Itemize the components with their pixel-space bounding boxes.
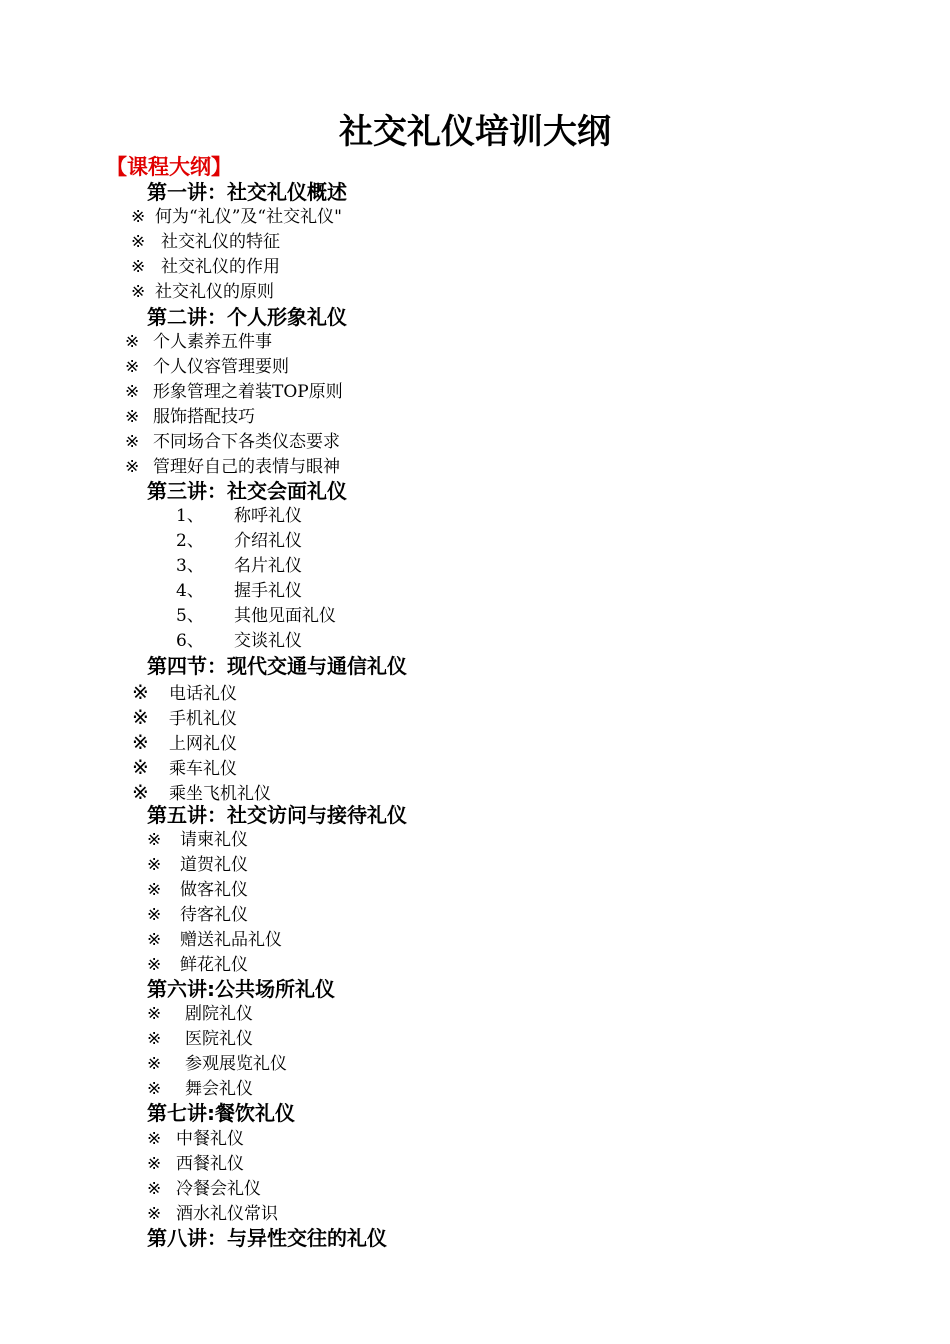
reference-mark-icon: ※ (147, 1004, 162, 1024)
lecture-6-heading: 第六讲:公共场所礼仪 (147, 977, 335, 1001)
reference-mark-icon: ※ (125, 357, 140, 377)
reference-mark-icon: ※ (147, 830, 162, 850)
list-item: 5、 其他见面礼仪 (176, 606, 336, 626)
list-item: 3、 名片礼仪 (176, 556, 302, 576)
reference-mark-icon: ※ (132, 680, 149, 704)
reference-mark-icon: ※ (131, 257, 146, 277)
list-item: ※ 社交礼仪的作用 (131, 257, 280, 277)
list-item: ※ 中餐礼仪 (147, 1129, 244, 1149)
list-item: ※ 舞会礼仪 (147, 1079, 253, 1099)
lecture-2-heading: 第二讲：个人形象礼仪 (147, 305, 347, 329)
document-title: 社交礼仪培训大纲 (339, 112, 611, 152)
lecture-4-heading: 第四节：现代交通与通信礼仪 (147, 654, 407, 678)
lecture-1-heading: 第一讲：社交礼仪概述 (147, 180, 347, 204)
reference-mark-icon: ※ (147, 1179, 162, 1199)
reference-mark-icon: ※ (125, 407, 140, 427)
lecture-7-heading: 第七讲:餐饮礼仪 (147, 1101, 295, 1125)
list-item: ※ 乘车礼仪 (132, 755, 237, 779)
reference-mark-icon: ※ (125, 382, 140, 402)
reference-mark-icon: ※ (125, 457, 140, 477)
list-item: 2、 介绍礼仪 (176, 531, 302, 551)
lecture-8-heading: 第八讲：与异性交往的礼仪 (147, 1226, 387, 1250)
list-item: ※ 参观展览礼仪 (147, 1054, 287, 1074)
reference-mark-icon: ※ (132, 705, 149, 729)
item-number: 4、 (176, 581, 204, 601)
course-outline-label: 【课程大纲】 (106, 155, 232, 179)
reference-mark-icon: ※ (131, 207, 146, 227)
list-item: ※ 手机礼仪 (132, 705, 237, 729)
list-item: ※ 个人素养五件事 (125, 332, 272, 352)
item-number: 5、 (176, 606, 204, 626)
list-item: ※ 做客礼仪 (147, 880, 248, 900)
reference-mark-icon: ※ (147, 1204, 162, 1224)
list-item: 4、 握手礼仪 (176, 581, 302, 601)
reference-mark-icon: ※ (147, 1029, 162, 1049)
list-item: ※ 待客礼仪 (147, 905, 248, 925)
list-item: ※ 道贺礼仪 (147, 855, 248, 875)
list-item: ※ 西餐礼仪 (147, 1154, 244, 1174)
list-item: ※ 乘坐飞机礼仪 (132, 780, 271, 804)
list-item: ※ 社交礼仪的原则 (131, 282, 274, 302)
list-item: 6、 交谈礼仪 (176, 631, 302, 651)
list-item: ※ 社交礼仪的特征 (131, 232, 280, 252)
item-number: 6、 (176, 631, 204, 651)
reference-mark-icon: ※ (147, 1054, 162, 1074)
reference-mark-icon: ※ (147, 1079, 162, 1099)
list-item: ※ 酒水礼仪常识 (147, 1204, 278, 1224)
list-item: ※ 电话礼仪 (132, 680, 237, 704)
list-item: ※ 鲜花礼仪 (147, 955, 248, 975)
reference-mark-icon: ※ (131, 282, 146, 302)
list-item: ※ 请柬礼仪 (147, 830, 248, 850)
list-item: ※ 冷餐会礼仪 (147, 1179, 261, 1199)
reference-mark-icon: ※ (147, 930, 162, 950)
lecture-3-heading: 第三讲：社交会面礼仪 (147, 479, 347, 503)
list-item: 1、 称呼礼仪 (176, 506, 302, 526)
list-item: ※ 上网礼仪 (132, 730, 237, 754)
reference-mark-icon: ※ (125, 332, 140, 352)
list-item: ※ 赠送礼品礼仪 (147, 930, 282, 950)
reference-mark-icon: ※ (132, 780, 149, 804)
reference-mark-icon: ※ (147, 855, 162, 875)
list-item: ※ 不同场合下各类仪态要求 (125, 432, 340, 452)
list-item: ※ 医院礼仪 (147, 1029, 253, 1049)
reference-mark-icon: ※ (147, 955, 162, 975)
reference-mark-icon: ※ (147, 905, 162, 925)
reference-mark-icon: ※ (147, 1154, 162, 1174)
list-item: ※ 何为“礼仪”及“社交礼仪" (131, 207, 342, 227)
item-number: 3、 (176, 556, 204, 576)
reference-mark-icon: ※ (131, 232, 146, 252)
reference-mark-icon: ※ (147, 1129, 162, 1149)
reference-mark-icon: ※ (147, 880, 162, 900)
list-item: ※ 管理好自己的表情与眼神 (125, 457, 340, 477)
reference-mark-icon: ※ (132, 755, 149, 779)
item-number: 1、 (176, 506, 204, 526)
item-number: 2、 (176, 531, 204, 551)
list-item: ※ 形象管理之着装TOP原则 (125, 382, 343, 402)
list-item: ※ 服饰搭配技巧 (125, 407, 255, 427)
reference-mark-icon: ※ (132, 730, 149, 754)
list-item: ※ 个人仪容管理要则 (125, 357, 289, 377)
reference-mark-icon: ※ (125, 432, 140, 452)
lecture-5-heading: 第五讲：社交访问与接待礼仪 (147, 803, 407, 827)
list-item: ※ 剧院礼仪 (147, 1004, 253, 1024)
